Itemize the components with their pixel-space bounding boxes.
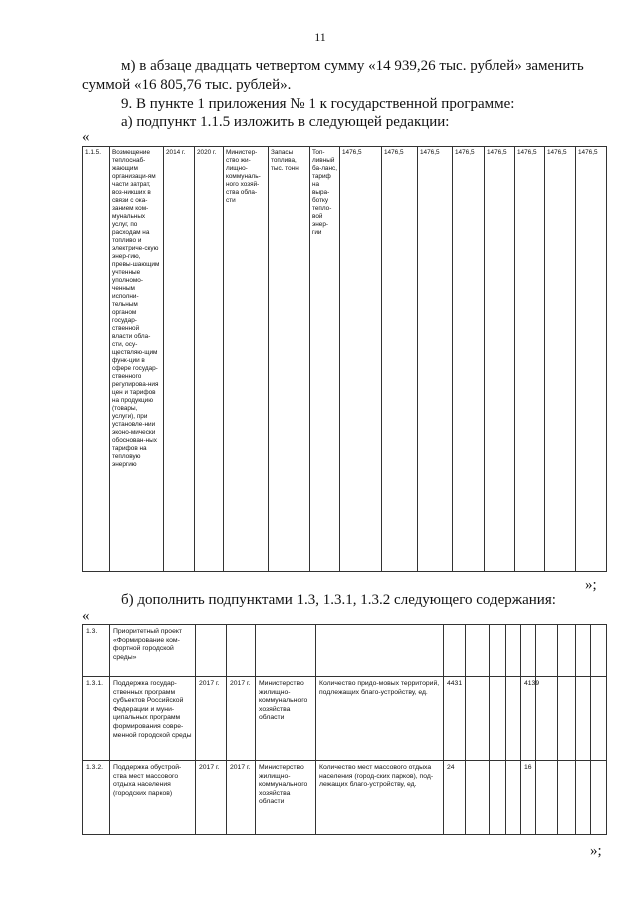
table-row: [83, 625, 607, 677]
paragraph-subitem-a: а) подпункт 1.1.5 изложить в следующей редакции:: [121, 114, 450, 130]
cell-value: [506, 677, 521, 761]
cell-value: [466, 625, 490, 677]
cell-value: 16: [521, 761, 536, 835]
cell-value: [536, 761, 558, 835]
cell-executor: Министерство жилищно-коммунального хозяйства области: [256, 761, 316, 835]
cell-value: [576, 677, 591, 761]
cell-end-year: 2017 г.: [227, 677, 256, 761]
paragraph-m-line2: суммой «16 805,76 тыс. рублей».: [82, 77, 292, 93]
cell-start-year: [196, 625, 227, 677]
cell-value: [591, 625, 607, 677]
cell-value: [536, 677, 558, 761]
cell-start-year: 2017 г.: [196, 677, 227, 761]
cell-start-year: 2014 г.: [164, 147, 195, 572]
cell-value: 1476,5: [485, 147, 515, 572]
close-quote-2: »;: [590, 843, 602, 859]
cell-value: [558, 761, 576, 835]
cell-value: [490, 677, 506, 761]
cell-indicator-2: Топ-ливный ба-ланс, тариф на выра-ботку тепло-вой энер-гии: [310, 147, 340, 572]
cell-value: [490, 761, 506, 835]
cell-value: [444, 625, 466, 677]
cell-measure-name: Поддержка обустрой-ства мест массового отдыха населения (городских парков): [110, 761, 196, 835]
cell-executor: Министер-ство жи-лищно-коммуналь-ного хозяй-ства обла-сти: [224, 147, 269, 572]
table-row: [83, 761, 607, 835]
cell-measure-name: Приоритетный проект «Формирование ком-фортной городской среды»: [110, 625, 196, 677]
cell-end-year: 2020 г.: [195, 147, 224, 572]
cell-value: [536, 625, 558, 677]
cell-value: 24: [444, 761, 466, 835]
cell-indicator: [316, 625, 444, 677]
cell-value: 1476,5: [545, 147, 576, 572]
paragraph-item-9: 9. В пункте 1 приложения № 1 к государственной программе:: [121, 96, 515, 112]
cell-value: 1476,5: [340, 147, 382, 572]
cell-number: 1.3.1.: [83, 677, 110, 761]
cell-measure-name: Поддержка государ-ственных программ субъектов Российской Федерации и муни-ципальных программ формирования совре-менной городской среды: [110, 677, 196, 761]
cell-value: [576, 761, 591, 835]
cell-value: 1476,5: [453, 147, 485, 572]
cell-value: 4431: [444, 677, 466, 761]
page-number: 11: [314, 30, 326, 44]
cell-measure-name: Возмещение теплоснаб-жающим организаци-ям части затрат, воз-никших в связи с ока-занием ком-мунальных услуг, по расходам на топливо и электриче-скую энер-гию, превы-шающим учтенные уполномо-ченным исполни-тельным органом государ-ственной власти обла-сти, осу-ществляю-щим функ-ции в сфере государ-ственного регулирова-ния цен и тарифов на продукцию (товары, услуги), при установле-нии эконо-мически обоснован-ных тарифов на тепловую энергию: [110, 147, 164, 572]
cell-value: [506, 625, 521, 677]
table-row: [83, 147, 607, 572]
cell-value: 1476,5: [515, 147, 545, 572]
cell-start-year: 2017 г.: [196, 761, 227, 835]
cell-indicator: Количество придо-мовых территорий, подлежащих благо-устройству, ед.: [316, 677, 444, 761]
cell-value: [591, 677, 607, 761]
cell-value: 1476,5: [576, 147, 607, 572]
cell-value: [490, 625, 506, 677]
cell-value: [558, 625, 576, 677]
cell-value: [521, 625, 536, 677]
table-subitems-1-3: [82, 624, 607, 835]
cell-executor: [256, 625, 316, 677]
close-quote-1: »;: [585, 577, 597, 593]
cell-value: 4139: [521, 677, 536, 761]
cell-value: 1476,5: [418, 147, 453, 572]
cell-end-year: [227, 625, 256, 677]
open-quote-2: «: [82, 608, 90, 624]
cell-number: 1.3.2.: [83, 761, 110, 835]
table-subitem-1-1-5: [82, 146, 607, 572]
cell-value: [558, 677, 576, 761]
cell-number: 1.1.5.: [83, 147, 110, 572]
cell-indicator: Запасы топлива, тыс. тонн: [269, 147, 310, 572]
cell-executor: Министерство жилищно-коммунального хозяйства области: [256, 677, 316, 761]
paragraph-subitem-b: б) дополнить подпунктами 1.3, 1.3.1, 1.3.2 следующего содержания:: [121, 592, 556, 608]
cell-number: 1.3.: [83, 625, 110, 677]
cell-value: 1476,5: [382, 147, 418, 572]
table-row: [83, 677, 607, 761]
cell-value: [466, 761, 490, 835]
cell-indicator: Количество мест массового отдыха населения (город-ских парков), под-лежащих благо-устройству, ед.: [316, 761, 444, 835]
cell-value: [466, 677, 490, 761]
paragraph-m-line1: м) в абзаце двадцать четвертом сумму «14 939,26 тыс. рублей» заменить: [121, 58, 584, 74]
open-quote-1: «: [82, 129, 90, 145]
cell-value: [506, 761, 521, 835]
cell-end-year: 2017 г.: [227, 761, 256, 835]
cell-value: [576, 625, 591, 677]
cell-value: [591, 761, 607, 835]
